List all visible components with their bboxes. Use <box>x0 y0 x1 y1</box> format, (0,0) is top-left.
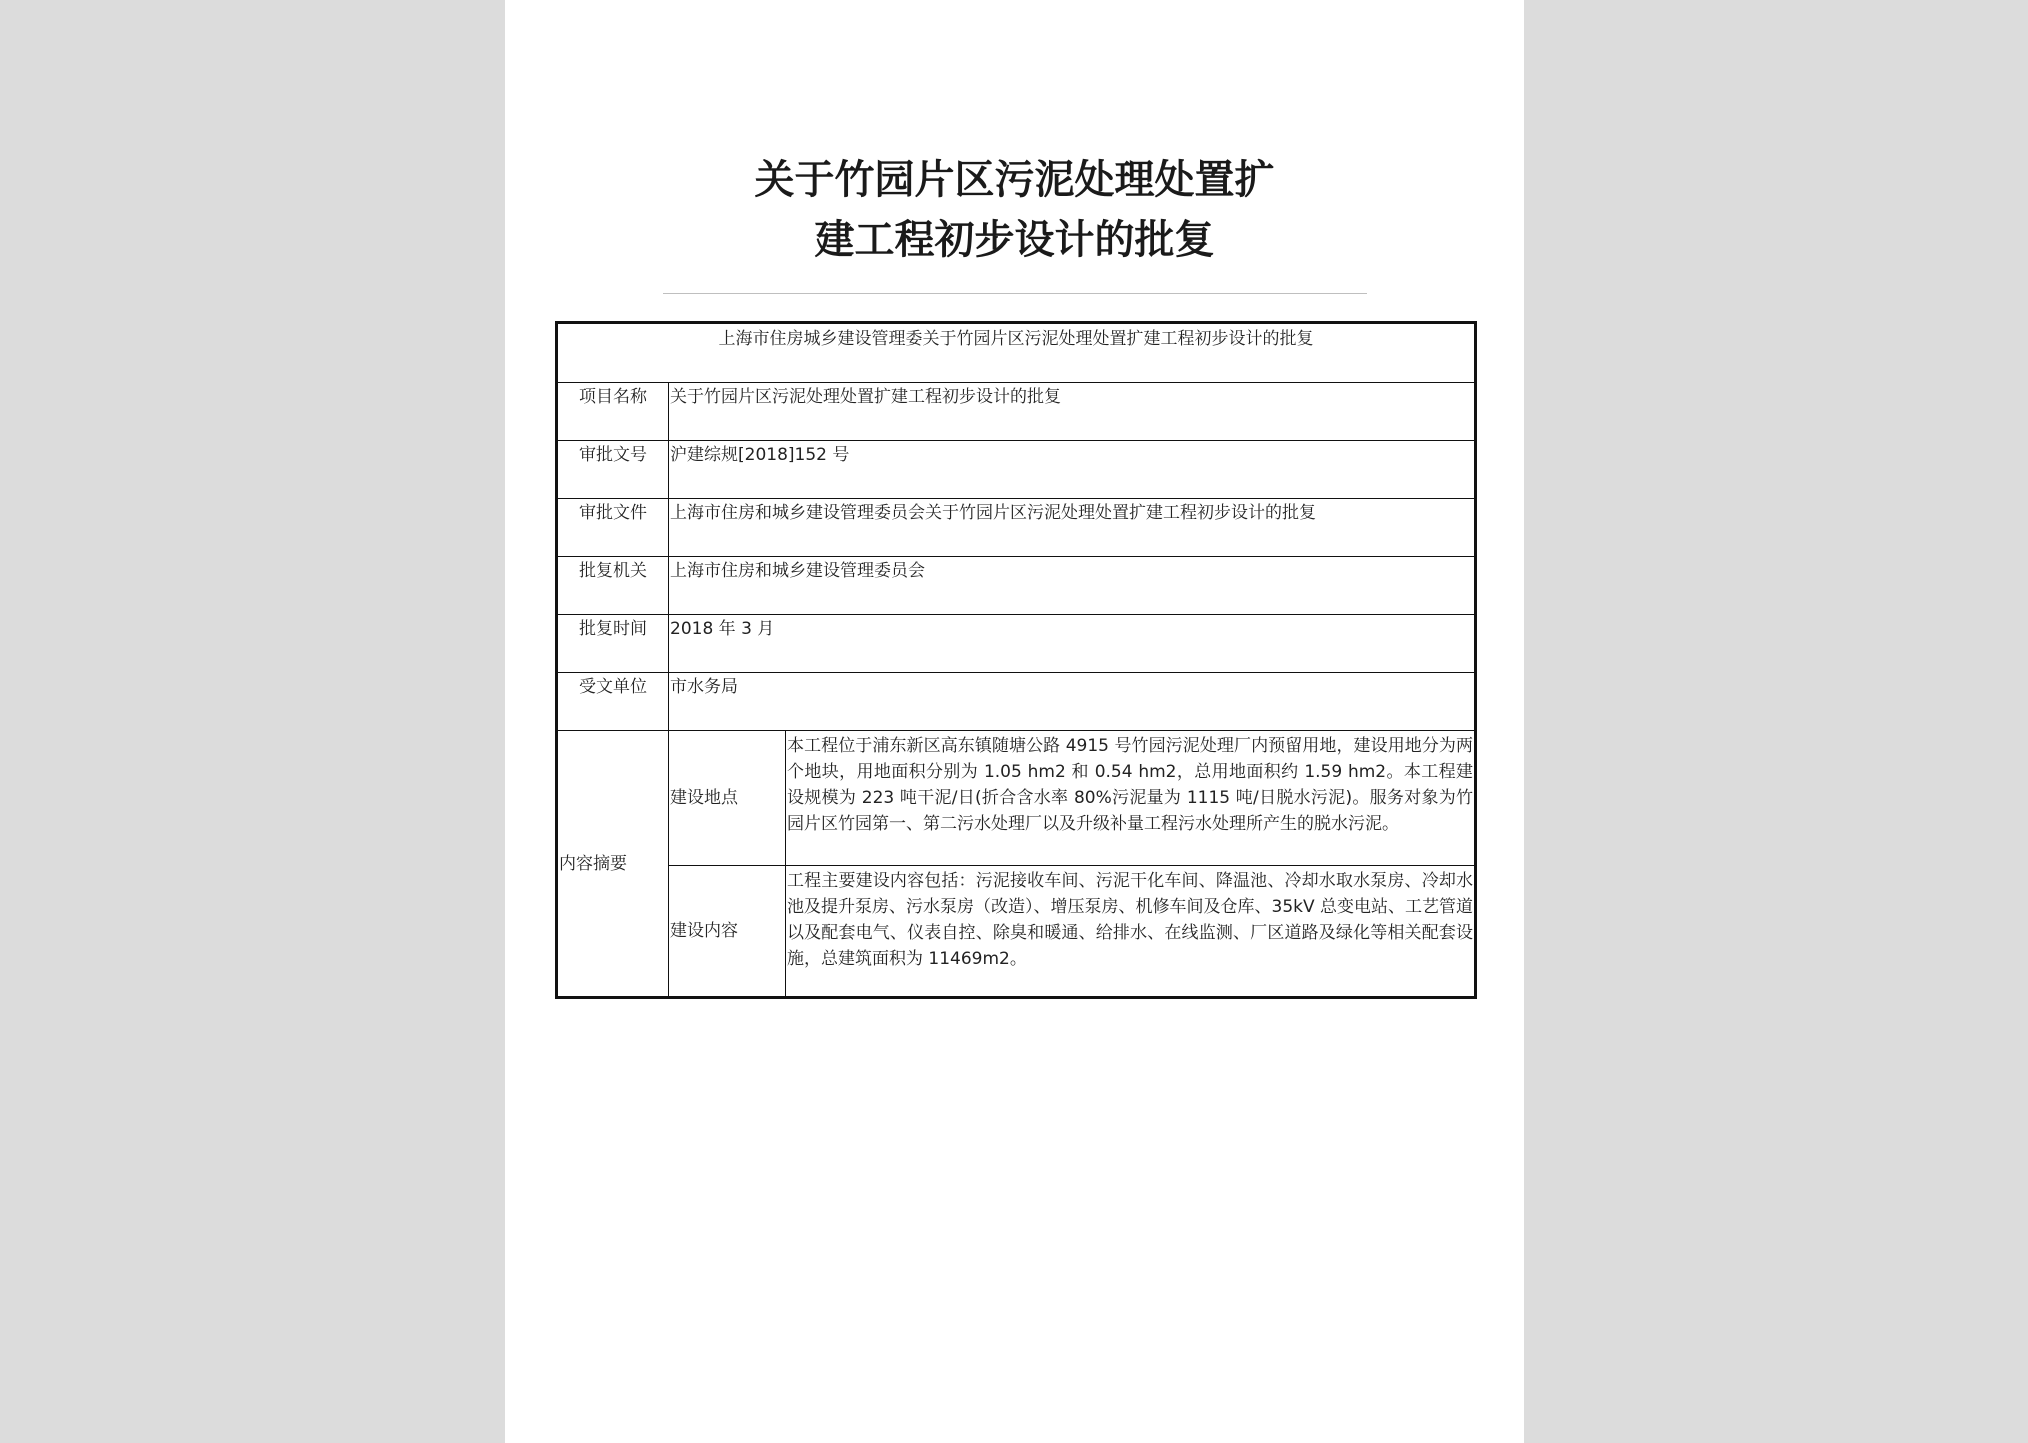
table-header: 上海市住房城乡建设管理委关于竹园片区污泥处理处置扩建工程初步设计的批复 <box>557 323 1476 383</box>
row-label-recipient: 受文单位 <box>557 673 669 731</box>
row-label-approval-date: 批复时间 <box>557 615 669 673</box>
table-row <box>557 615 1476 673</box>
row-label-approval-document: 审批文件 <box>557 499 669 557</box>
row-value-approval-date: 2018 年 3 月 <box>669 615 1476 673</box>
row-label-project-name: 项目名称 <box>557 383 669 441</box>
document-title <box>505 150 1524 270</box>
row-value-approval-number: 沪建综规[2018]152 号 <box>669 441 1476 499</box>
site-description: 本工程位于浦东新区高东镇随塘公路 4915 号竹园污泥处理厂内预留用地，建设用地分为两个地块，用地面积分别为 1.05 hm2 和 0.54 hm2，总用地面积约 1.59 hm2。本工程建设规模为 223 吨干泥/日(折合含水率 80%污泥量为 1115 吨/日脱水污泥)。服务对象为竹园片区竹园第一、第二污水处理厂以及升级补量工程污水处理所产生的脱水污泥。 <box>786 731 1476 866</box>
content-label: 建设内容 <box>669 866 786 998</box>
document-title-line-2: 建工程初步设计的批复 <box>814 216 1215 263</box>
title-divider <box>663 293 1367 294</box>
table-row <box>557 383 1476 441</box>
site-label: 建设地点 <box>669 731 786 866</box>
table-row <box>557 557 1476 615</box>
summary-label: 内容摘要 <box>557 731 669 998</box>
content-description: 工程主要建设内容包括：污泥接收车间、污泥干化车间、降温池、冷却水取水泵房、冷却水池及提升泵房、污水泵房（改造）、增压泵房、机修车间及仓库、35kV 总变电站、工艺管道以及配套电气、仪表自控、除臭和暖通、给排水、在线监测、厂区道路及绿化等相关配套设施，总建筑面积为 11469m2。 <box>786 866 1476 998</box>
row-label-approval-number: 审批文号 <box>557 441 669 499</box>
row-value-approval-document: 上海市住房和城乡建设管理委员会关于竹园片区污泥处理处置扩建工程初步设计的批复 <box>669 499 1476 557</box>
summary-row-content <box>557 866 1476 998</box>
row-value-recipient: 市水务局 <box>669 673 1476 731</box>
document-title-line-1: 关于竹园片区污泥处理处置扩 <box>754 156 1275 203</box>
summary-row-site <box>557 731 1476 866</box>
table-row <box>557 441 1476 499</box>
table-header-row <box>557 323 1476 383</box>
row-label-approving-authority: 批复机关 <box>557 557 669 615</box>
row-value-approving-authority: 上海市住房和城乡建设管理委员会 <box>669 557 1476 615</box>
table-row <box>557 673 1476 731</box>
row-value-project-name: 关于竹园片区污泥处理处置扩建工程初步设计的批复 <box>669 383 1476 441</box>
document-page <box>505 0 1524 1443</box>
table-row <box>557 499 1476 557</box>
approval-info-table <box>555 321 1477 999</box>
